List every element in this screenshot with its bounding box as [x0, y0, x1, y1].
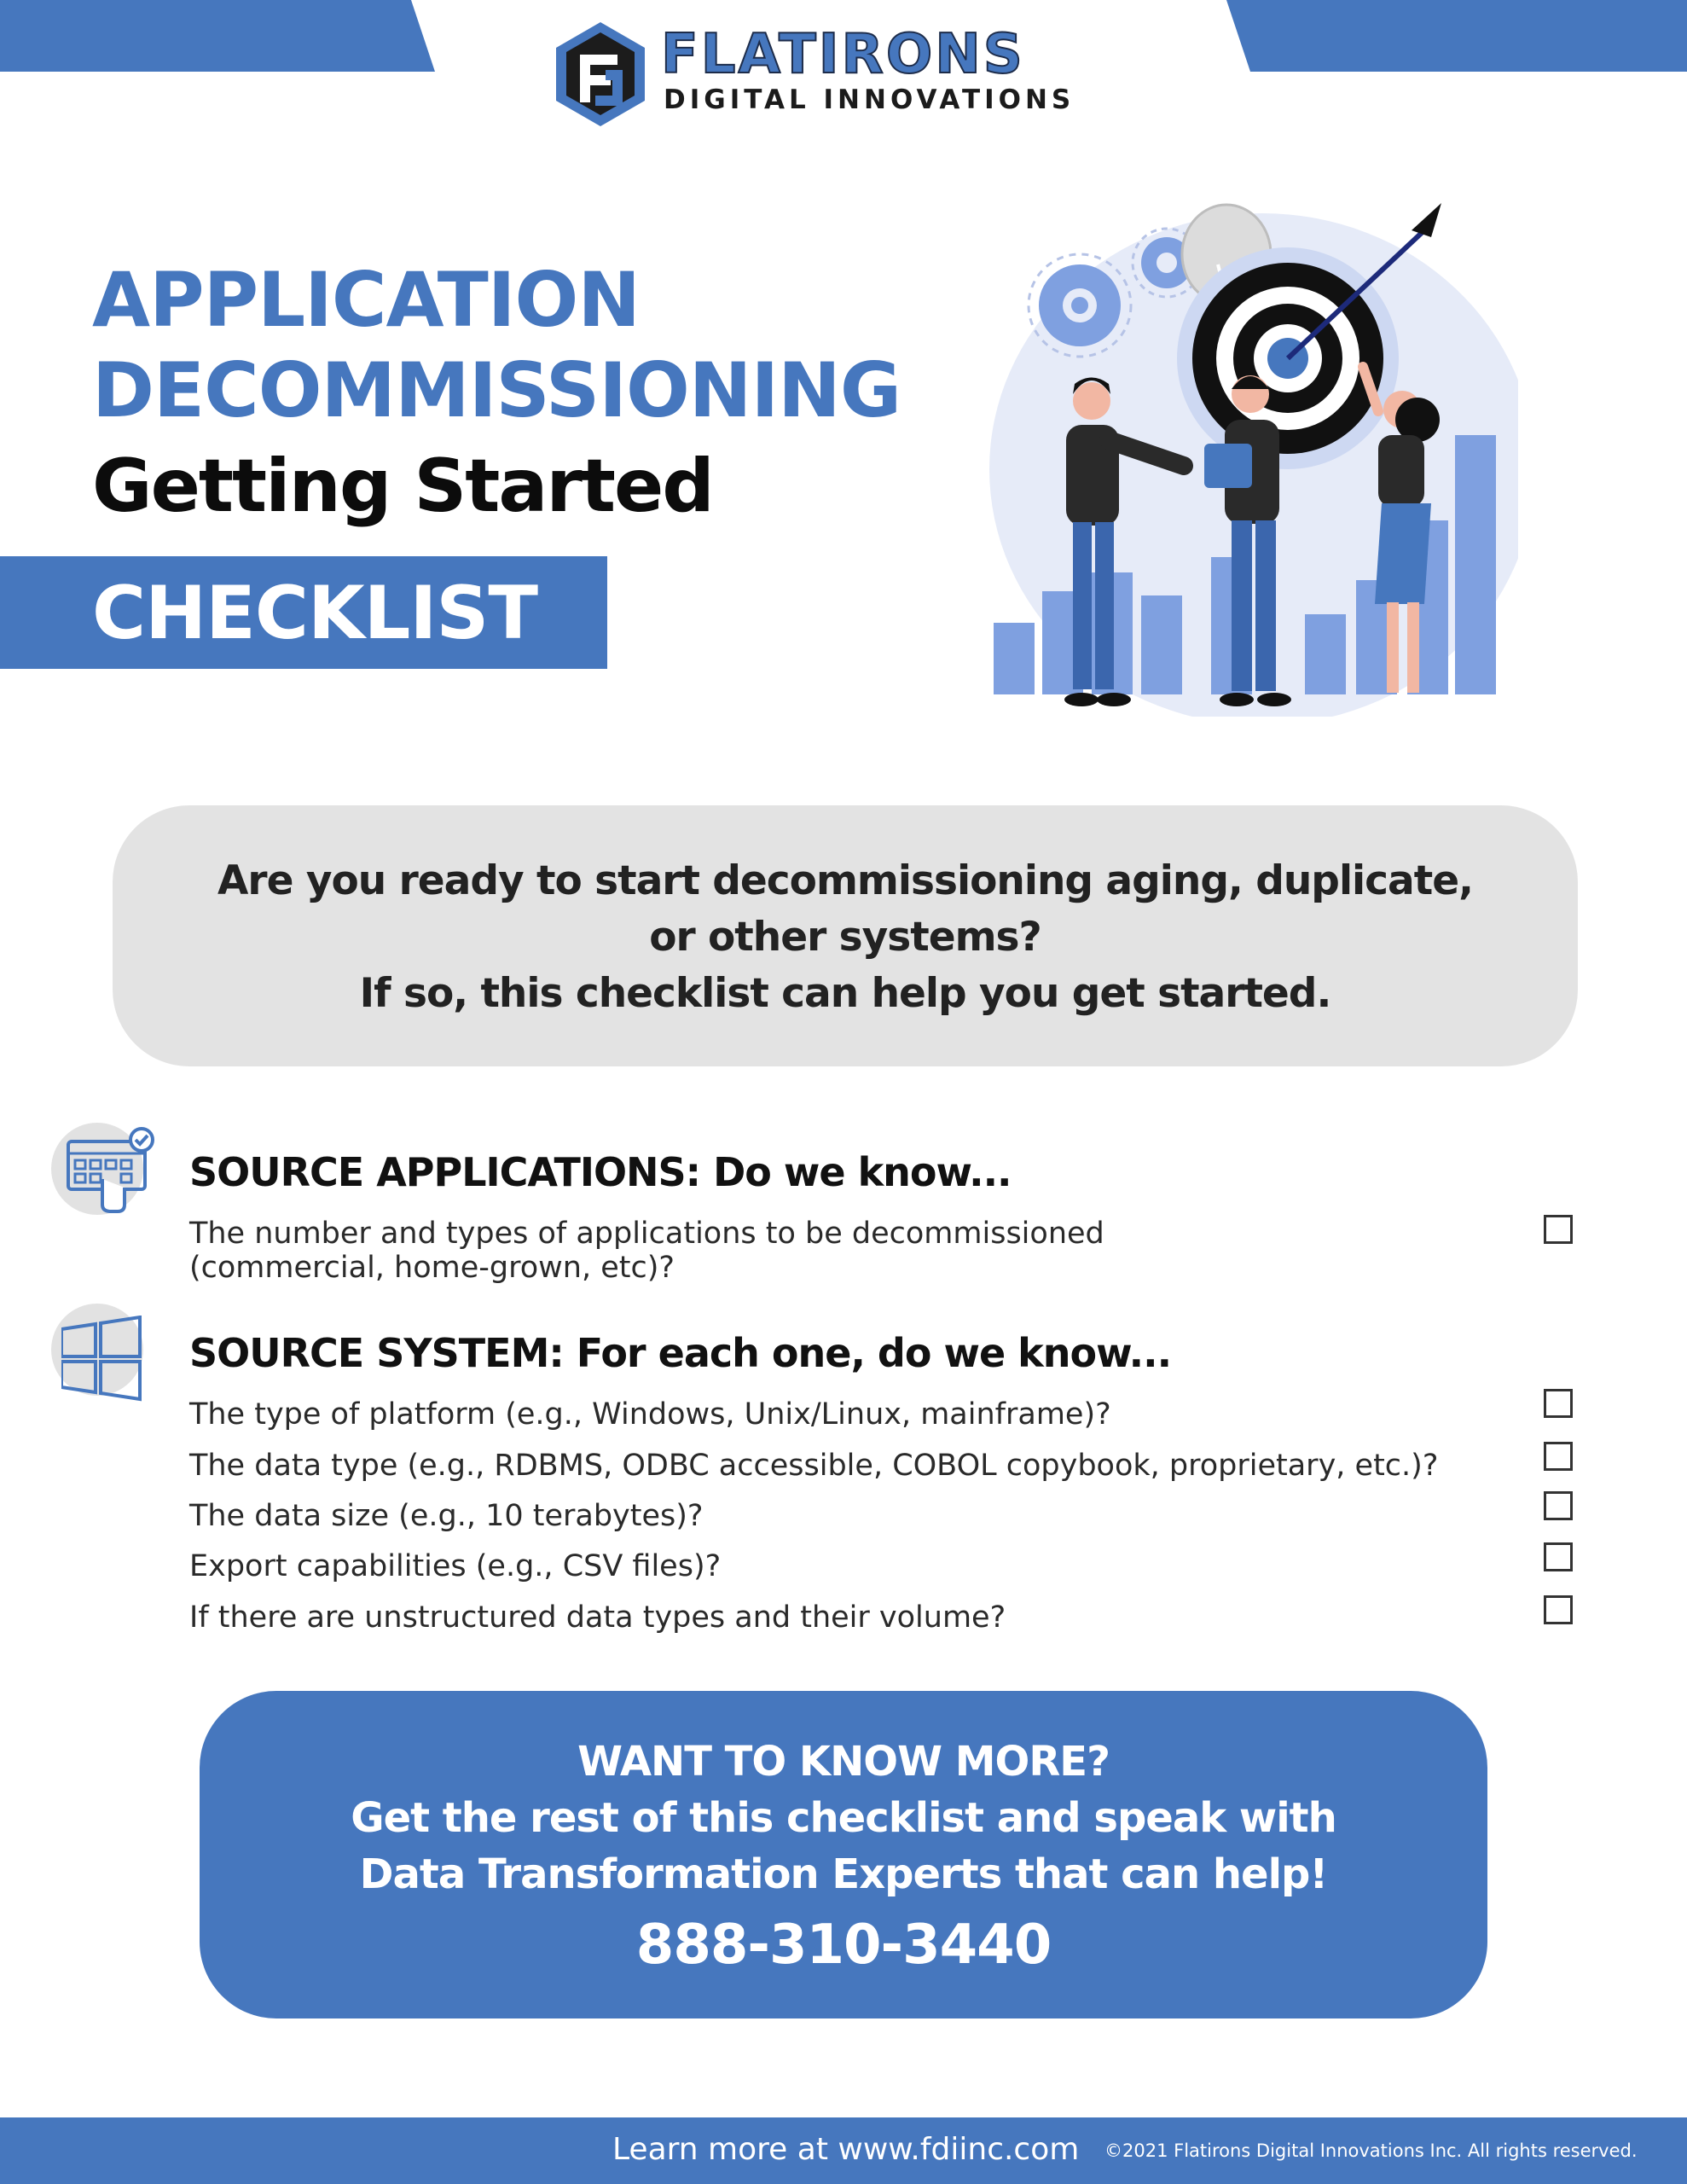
checklist-item-text: The type of platform (e.g., Windows, Unix/Linux, mainframe)?: [189, 1397, 1111, 1432]
brand-logo[interactable]: [554, 20, 1134, 127]
section-title-source-applications: SOURCE APPLICATIONS: Do we know...: [189, 1149, 1012, 1195]
intro-line2: or other systems?: [649, 914, 1041, 961]
header-bar-right: [1226, 0, 1687, 72]
page-subtitle: Getting Started: [92, 444, 713, 529]
section-icon-circle: [51, 1123, 143, 1215]
flatirons-logo-icon: [554, 20, 646, 127]
checklist-checkbox[interactable]: [1544, 1215, 1573, 1244]
cta-phone-link[interactable]: 888-310-3440: [635, 1914, 1052, 1977]
brand-name: FLATIRONS: [661, 23, 1025, 86]
checklist-item-text: The data type (e.g., RDBMS, ODBC accessible, COBOL copybook, proprietary, etc.)?: [189, 1449, 1439, 1483]
checklist-label: CHECKLIST: [92, 571, 537, 656]
checklist-item-text: The number and types of applications to be decommissioned: [189, 1217, 1104, 1251]
checklist-checkbox[interactable]: [1544, 1389, 1573, 1418]
intro-line1: Are you ready to start decommissioning aging, duplicate,: [217, 857, 1473, 904]
checklist-checkbox[interactable]: [1544, 1542, 1573, 1571]
intro-line3: If so, this checklist can help you get started.: [359, 970, 1331, 1017]
checklist-checkbox[interactable]: [1544, 1491, 1573, 1520]
brand-tagline: DIGITAL INNOVATIONS: [664, 84, 1075, 115]
cta-line2: Get the rest of this checklist and speak with: [351, 1794, 1336, 1842]
footer-copyright: ©2021 Flatirons Digital Innovations Inc. All rights reserved.: [1104, 2140, 1638, 2161]
cta-heading: WANT TO KNOW MORE?: [577, 1738, 1110, 1786]
footer-website-link[interactable]: Learn more at www.fdiinc.com: [612, 2132, 1080, 2167]
checklist-checkbox[interactable]: [1544, 1442, 1573, 1471]
header-bar-left: [0, 0, 435, 72]
checklist-item-text: If there are unstructured data types and their volume?: [189, 1600, 1006, 1635]
checklist-item-text: Export capabilities (e.g., CSV files)?: [189, 1549, 722, 1583]
page-title-line2: DECOMMISSIONING: [92, 346, 901, 434]
checklist-item-text: The data size (e.g., 10 terabytes)?: [189, 1499, 704, 1533]
windows-icon: [61, 1316, 155, 1409]
checklist-item-text-cont: (commercial, home-grown, etc)?: [189, 1251, 675, 1285]
section-icon-circle: [51, 1304, 143, 1396]
app-keyboard-icon: [58, 1126, 160, 1228]
checklist-checkbox[interactable]: [1544, 1595, 1573, 1624]
section-title-source-system: SOURCE SYSTEM: For each one, do we know...: [189, 1330, 1172, 1376]
page-title-line1: APPLICATION: [92, 256, 640, 344]
cta-line3: Data Transformation Experts that can help!: [359, 1850, 1328, 1898]
team-target-illustration: [981, 196, 1518, 717]
